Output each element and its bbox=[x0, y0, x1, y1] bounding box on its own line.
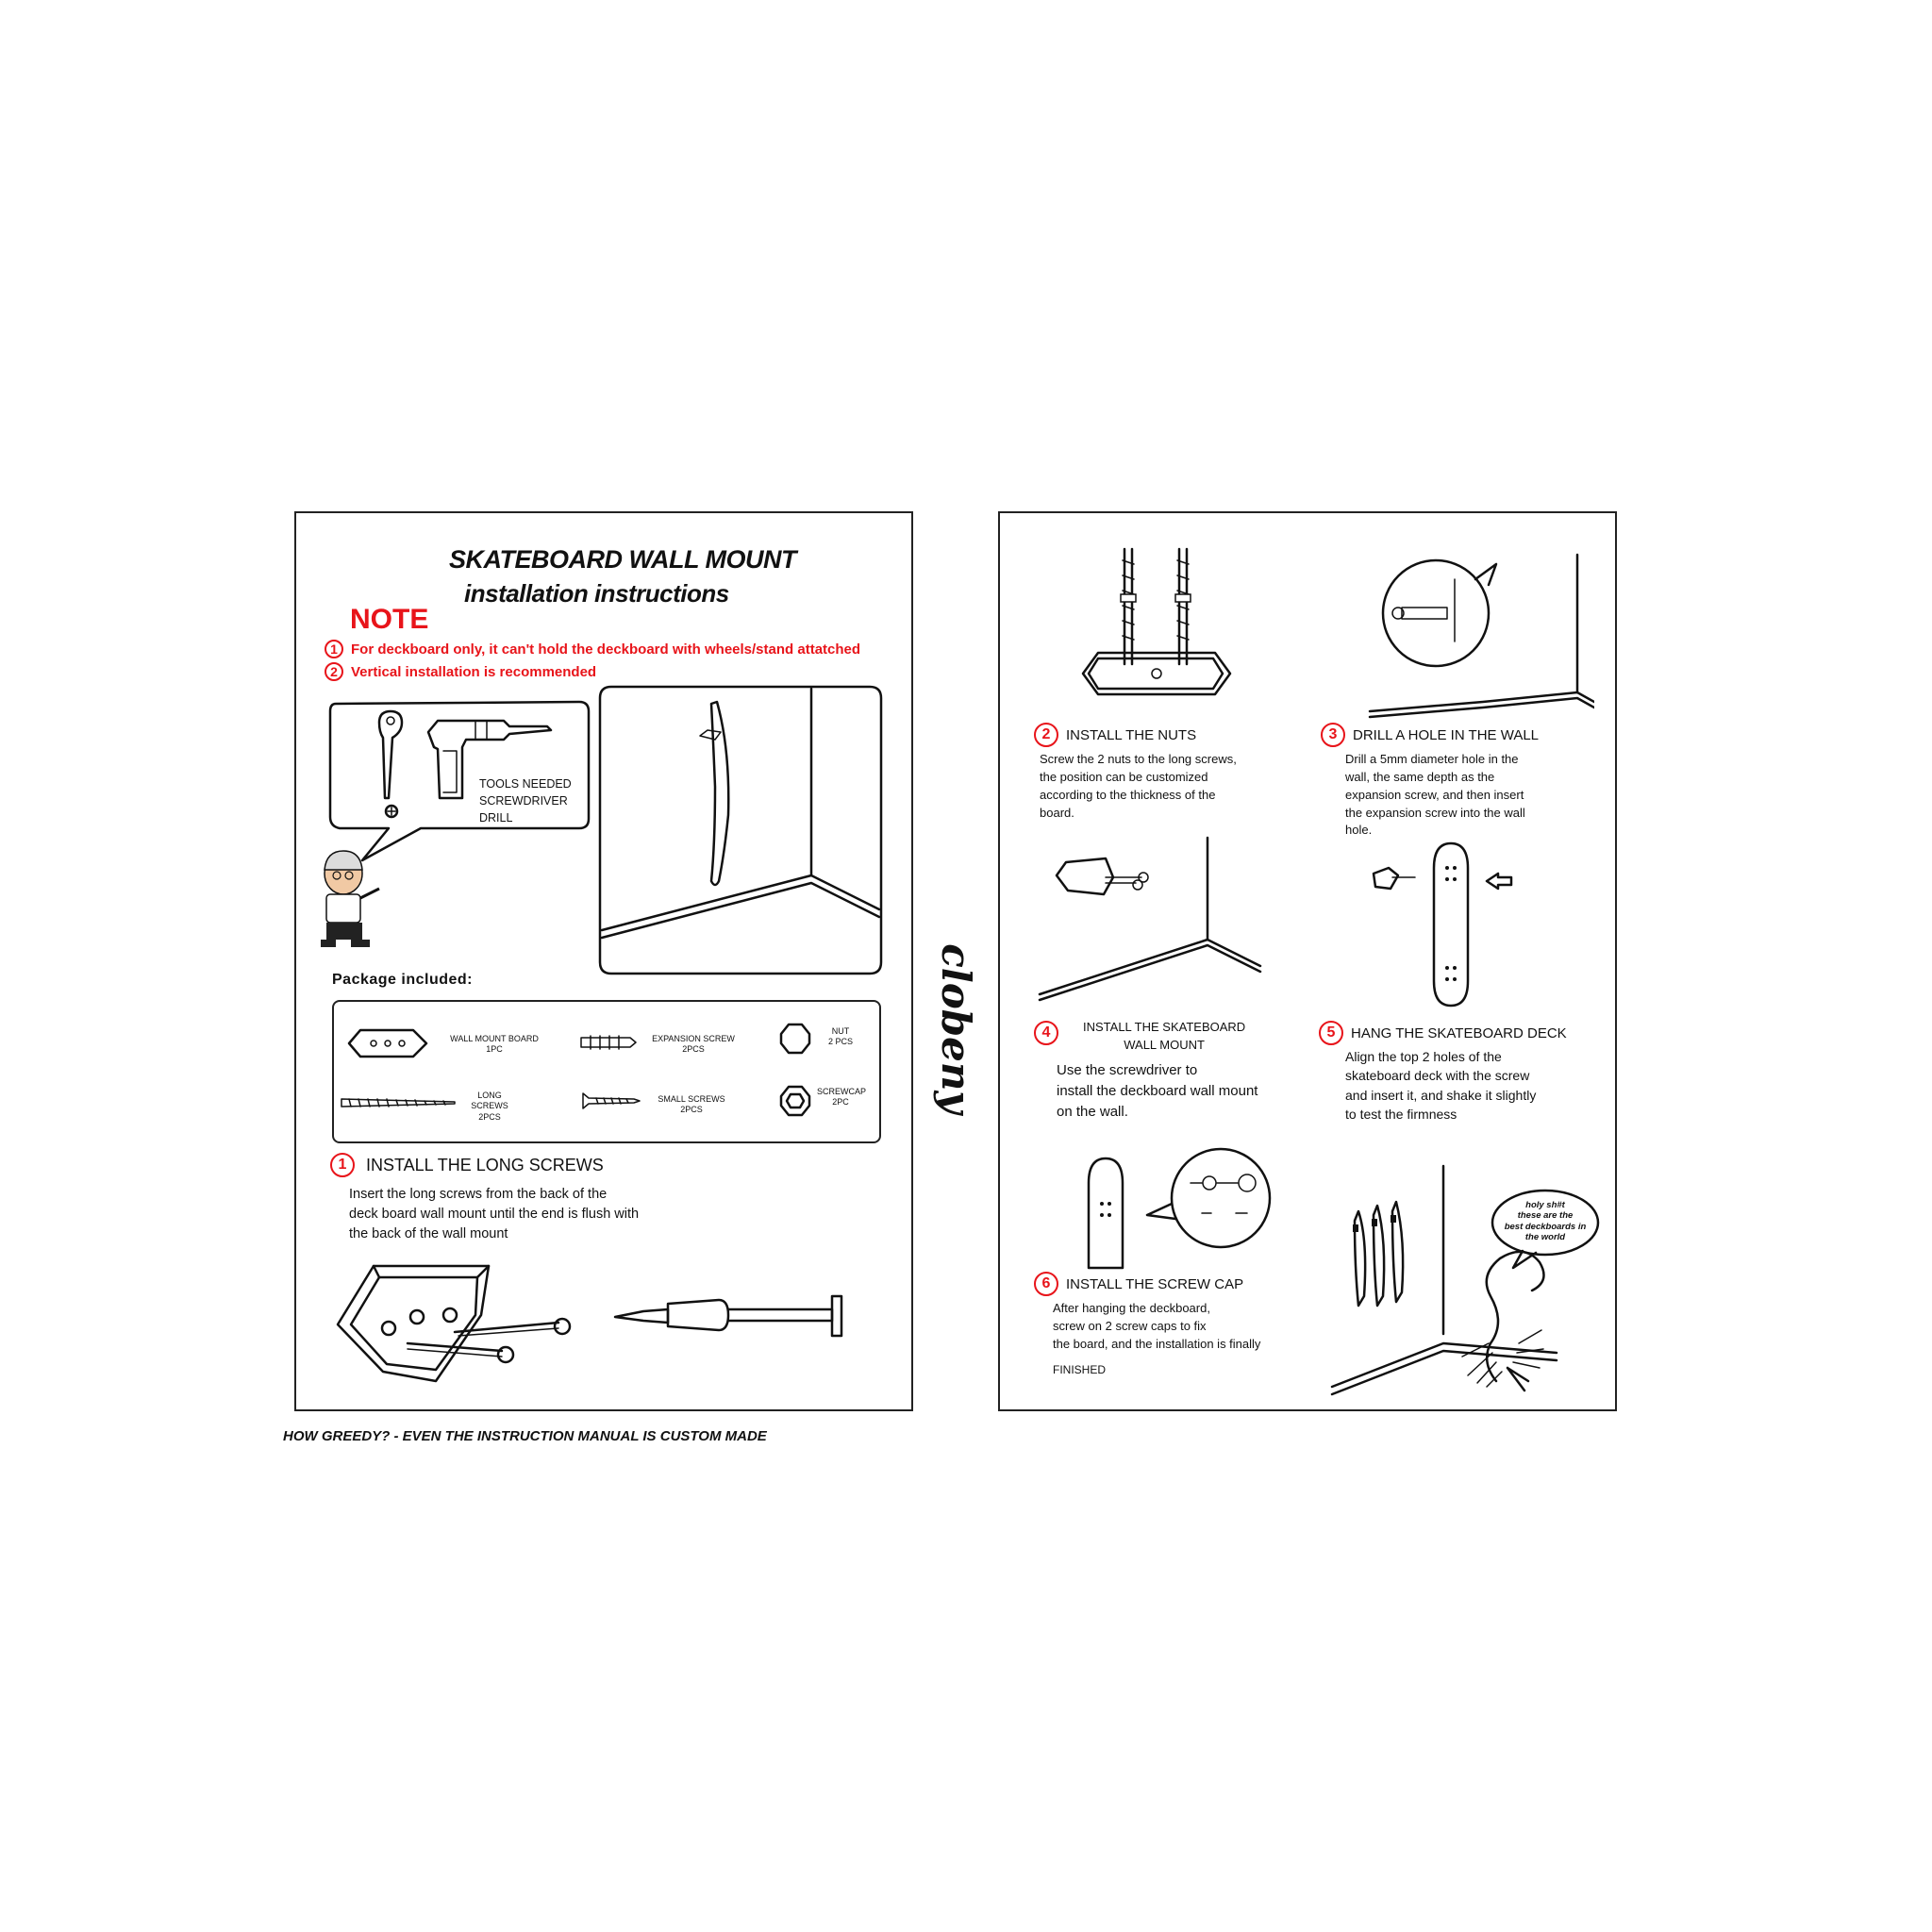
step-number-badge: 5 bbox=[1319, 1021, 1343, 1045]
note-item-2 bbox=[325, 662, 596, 681]
small-screw-icon bbox=[579, 1091, 641, 1111]
step-title-line: WALL MOUNT bbox=[1124, 1037, 1205, 1052]
package-contents-panel bbox=[332, 1000, 881, 1143]
manual-title: SKATEBOARD WALL MOUNT bbox=[449, 545, 796, 574]
item-qty: 2PCS bbox=[680, 1105, 703, 1115]
step-body-line: according to the thickness of the bbox=[1040, 787, 1216, 802]
item-name: SMALL SCREWS bbox=[658, 1094, 725, 1104]
step-title-text: INSTALL THE NUTS bbox=[1066, 726, 1197, 743]
step-body-line: skateboard deck with the screw bbox=[1345, 1068, 1530, 1084]
screw-cap-illustration bbox=[1085, 1145, 1311, 1277]
note-item-text: For deckboard only, it can't hold the deckboard with wheels/stand attatched bbox=[351, 641, 861, 658]
item-qty: 1PC bbox=[486, 1044, 503, 1055]
step-title-text: INSTALL THE LONG SCREWS bbox=[366, 1155, 604, 1174]
item-qty: 2PCS bbox=[478, 1111, 501, 1122]
package-item-long-screws bbox=[458, 1091, 521, 1123]
step-1-title bbox=[330, 1153, 604, 1177]
mount-on-wall-illustration bbox=[1038, 834, 1283, 1004]
package-item-nut bbox=[817, 1026, 864, 1048]
step-title-text: DRILL A HOLE IN THE WALL bbox=[1353, 726, 1540, 743]
step-4-body bbox=[1057, 1060, 1257, 1122]
speech-bubble-text bbox=[1498, 1200, 1592, 1243]
step-3-body bbox=[1345, 751, 1525, 840]
package-item-expansion-screw bbox=[651, 1034, 736, 1056]
tool-drill: DRILL bbox=[479, 811, 513, 825]
step-body-line: Align the top 2 holes of the bbox=[1345, 1049, 1502, 1064]
manual-subtitle: installation instructions bbox=[464, 579, 729, 608]
step-4-title bbox=[1034, 1019, 1245, 1055]
finished-label: FINISHED bbox=[1053, 1363, 1107, 1376]
step-body-line: hole. bbox=[1345, 823, 1373, 838]
mascot-character-illustration bbox=[304, 845, 389, 958]
note-item-text: Vertical installation is recommended bbox=[351, 663, 597, 680]
step-body-line: on the wall. bbox=[1057, 1103, 1128, 1120]
wall-mount-board-icon bbox=[347, 1024, 428, 1062]
step-5-title bbox=[1319, 1021, 1567, 1045]
item-name: SCREWCAP bbox=[817, 1087, 867, 1096]
package-item-screwcap bbox=[817, 1087, 867, 1108]
hang-deck-illustration bbox=[1368, 840, 1557, 1009]
step-body-line: screw on 2 screw caps to fix bbox=[1053, 1318, 1207, 1333]
screwcap-icon bbox=[779, 1085, 811, 1117]
step-title-text bbox=[1070, 1019, 1245, 1055]
step-1-body bbox=[349, 1185, 639, 1244]
step-body-line: Use the screwdriver to bbox=[1057, 1062, 1198, 1078]
step-number-badge: 6 bbox=[1034, 1272, 1058, 1296]
step-body-line: Screw the 2 nuts to the long screws, bbox=[1040, 752, 1237, 766]
brand-logo: clobeny bbox=[932, 942, 979, 1114]
step-number-badge: 4 bbox=[1034, 1021, 1058, 1045]
step-body-line: Insert the long screws from the back of the bbox=[349, 1187, 608, 1202]
step-body-line: deck board wall mount until the end is flush with bbox=[349, 1207, 640, 1223]
step-body-line: the back of the wall mount bbox=[349, 1226, 508, 1242]
expansion-screw-icon bbox=[577, 1030, 640, 1055]
step-body-line: and insert it, and shake it slightly bbox=[1345, 1087, 1537, 1103]
step-6-body bbox=[1053, 1300, 1260, 1354]
wall-mounted-deck-illustration bbox=[596, 683, 889, 981]
note-item-1 bbox=[325, 640, 860, 658]
item-name: EXPANSION SCREW bbox=[652, 1034, 735, 1043]
nuts-on-screws-illustration bbox=[1072, 541, 1241, 711]
screwdriver-icon bbox=[379, 711, 402, 817]
step-body-line: the expansion screw into the wall bbox=[1345, 805, 1525, 820]
step-number-badge: 3 bbox=[1321, 723, 1345, 747]
item-qty: 2PCS bbox=[682, 1044, 705, 1055]
step-body-line: After hanging the deckboard, bbox=[1053, 1301, 1210, 1315]
bubble-line: best deckboards in bbox=[1504, 1221, 1587, 1232]
step-body-line: Drill a 5mm diameter hole in the bbox=[1345, 752, 1519, 766]
tools-heading: TOOLS NEEDED bbox=[479, 777, 572, 791]
step-number-badge: 1 bbox=[330, 1153, 355, 1177]
step-number-badge: 2 bbox=[325, 662, 343, 681]
bottom-caption: HOW GREEDY? - EVEN THE INSTRUCTION MANUAL IS CUSTOM MADE bbox=[283, 1428, 767, 1444]
bubble-line: the world bbox=[1524, 1232, 1566, 1243]
step-title-line: INSTALL THE SKATEBOARD bbox=[1083, 1020, 1246, 1034]
step-6-title bbox=[1034, 1272, 1243, 1296]
step-body-line: install the deckboard wall mount bbox=[1057, 1082, 1258, 1099]
step-body-line: to test the firmness bbox=[1345, 1106, 1457, 1122]
drill-hole-wall-illustration bbox=[1368, 551, 1594, 721]
tool-screwdriver: SCREWDRIVER bbox=[479, 794, 568, 808]
scorpion-icon bbox=[1462, 1252, 1544, 1391]
step-number-badge: 1 bbox=[325, 640, 343, 658]
long-screw-icon bbox=[340, 1096, 458, 1109]
item-qty: 2 PCS bbox=[827, 1037, 853, 1047]
item-name: NUT bbox=[831, 1026, 850, 1036]
step-title-text: INSTALL THE SCREW CAP bbox=[1066, 1275, 1244, 1292]
step-body-line: the position can be customized bbox=[1040, 769, 1208, 784]
nut-icon bbox=[779, 1023, 811, 1055]
item-qty: 2PC bbox=[832, 1097, 849, 1108]
instruction-page-right bbox=[998, 511, 1617, 1411]
item-name: WALL MOUNT BOARD bbox=[450, 1034, 539, 1043]
package-item-small-screws bbox=[649, 1094, 734, 1116]
package-item-wall-mount-board bbox=[447, 1034, 541, 1056]
bubble-line: holy sh#t bbox=[1525, 1200, 1565, 1210]
long-screws-install-illustration bbox=[332, 1258, 889, 1391]
instruction-page-left bbox=[294, 511, 913, 1411]
item-name: LONG SCREWS bbox=[471, 1091, 508, 1111]
bubble-line: these are the bbox=[1517, 1210, 1574, 1222]
step-body-line: expansion screw, and then insert bbox=[1345, 787, 1524, 802]
step-title-text: HANG THE SKATEBOARD DECK bbox=[1351, 1024, 1567, 1041]
step-2-title bbox=[1034, 723, 1196, 747]
step-5-body bbox=[1345, 1047, 1536, 1124]
step-number-badge: 2 bbox=[1034, 723, 1058, 747]
step-2-body bbox=[1040, 751, 1237, 822]
package-heading: Package included: bbox=[332, 972, 473, 988]
step-body-line: board. bbox=[1040, 805, 1074, 820]
tools-needed-label bbox=[479, 775, 572, 826]
brand-wordmark bbox=[904, 942, 1008, 1114]
step-body-line: the board, and the installation is finally bbox=[1053, 1336, 1261, 1351]
step-body-line: wall, the same depth as the bbox=[1345, 769, 1495, 784]
note-heading: NOTE bbox=[350, 604, 429, 635]
step-3-title bbox=[1321, 723, 1539, 747]
